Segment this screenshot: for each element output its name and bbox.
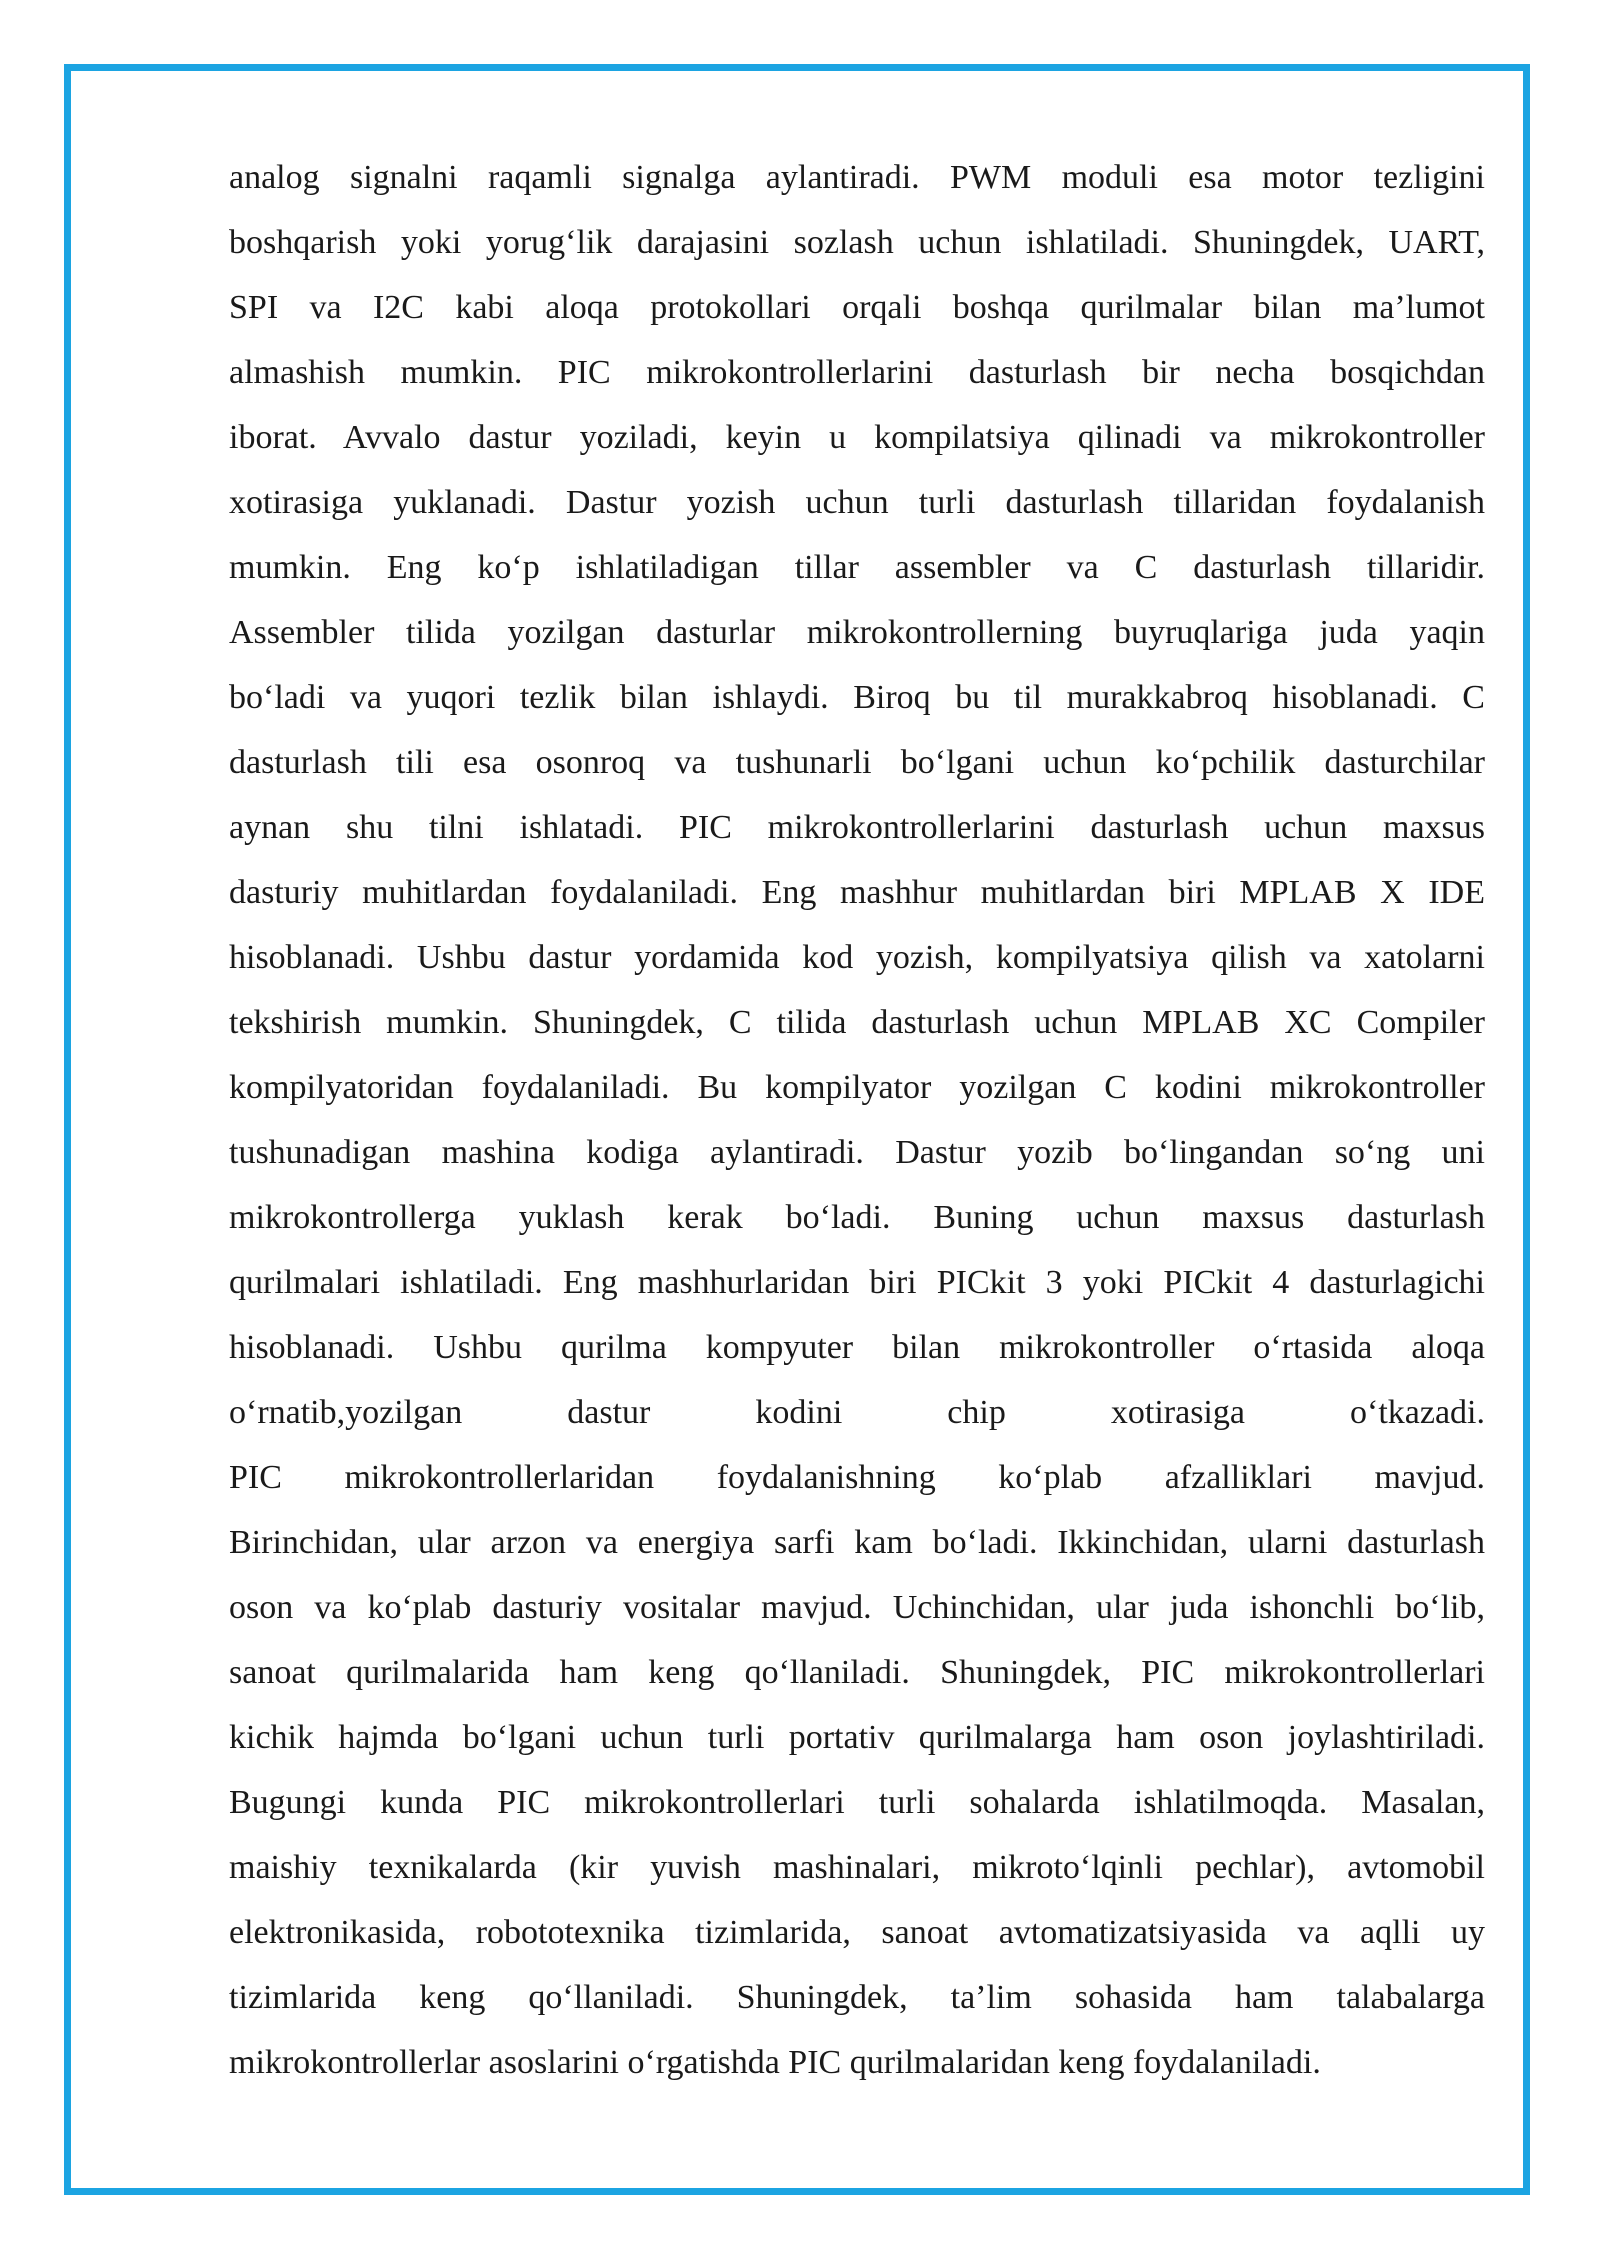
text-line: Assembler tilida yozilgan dasturlar mikrokontrollerning buyruqlariga juda yaqin (229, 614, 1485, 651)
text-line: tizimlarida keng qo‘llaniladi. Shuningdek, ta’lim sohasida ham talabalarga (229, 1979, 1485, 2016)
text-line: hisoblanadi. Ushbu qurilma kompyuter bilan mikrokontroller o‘rtasida aloqa (229, 1329, 1485, 1366)
text-line: tekshirish mumkin. Shuningdek, C tilida dasturlash uchun MPLAB XC Compiler (229, 1004, 1485, 1041)
text-line: dasturiy muhitlardan foydalaniladi. Eng mashhur muhitlardan biri MPLAB X IDE (229, 874, 1485, 911)
text-line: mikrokontrollerga yuklash kerak bo‘ladi. Buning uchun maxsus dasturlash (229, 1199, 1485, 1236)
text-line: aynan shu tilni ishlatadi. PIC mikrokontrollerlarini dasturlash uchun maxsus (229, 809, 1485, 846)
text-line: kichik hajmda bo‘lgani uchun turli portativ qurilmalarga ham oson joylashtiriladi. (229, 1719, 1485, 1756)
body-paragraph (229, 145, 1485, 2095)
text-line: oson va ko‘plab dasturiy vositalar mavjud. Uchinchidan, ular juda ishonchli bo‘lib, (229, 1589, 1485, 1626)
text-line: maishiy texnikalarda (kir yuvish mashinalari, mikroto‘lqinli pechlar), avtomobil (229, 1849, 1485, 1886)
text-line: mikrokontrollerlar asoslarini o‘rgatishda PIC qurilmalaridan keng foydalaniladi. (229, 2044, 1321, 2081)
text-line: dasturlash tili esa osonroq va tushunarli bo‘lgani uchun ko‘pchilik dasturchilar (229, 744, 1485, 781)
text-line: PIC mikrokontrollerlaridan foydalanishning ko‘plab afzalliklari mavjud. (229, 1459, 1485, 1496)
text-line: bo‘ladi va yuqori tezlik bilan ishlaydi. Biroq bu til murakkabroq hisoblanadi. C (229, 679, 1485, 716)
text-line: hisoblanadi. Ushbu dastur yordamida kod yozish, kompilyatsiya qilish va xatolarni (229, 939, 1485, 976)
text-line: sanoat qurilmalarida ham keng qo‘llaniladi. Shuningdek, PIC mikrokontrollerlari (229, 1654, 1485, 1691)
text-line: analog signalni raqamli signalga aylantiradi. PWM moduli esa motor tezligini (229, 159, 1485, 196)
text-line: Birinchidan, ular arzon va energiya sarfi kam bo‘ladi. Ikkinchidan, ularni dasturlash (229, 1524, 1485, 1561)
text-line: almashish mumkin. PIC mikrokontrollerlarini dasturlash bir necha bosqichdan (229, 354, 1485, 391)
text-line: boshqarish yoki yorug‘lik darajasini sozlash uchun ishlatiladi. Shuningdek, UART, (229, 224, 1485, 261)
text-line: mumkin. Eng ko‘p ishlatiladigan tillar assembler va C dasturlash tillaridir. (229, 549, 1485, 586)
text-line: tushunadigan mashina kodiga aylantiradi. Dastur yozib bo‘lingandan so‘ng uni (229, 1134, 1485, 1171)
text-line: qurilmalari ishlatiladi. Eng mashhurlaridan biri PICkit 3 yoki PICkit 4 dasturlagichi (229, 1264, 1485, 1301)
text-line: xotirasiga yuklanadi. Dastur yozish uchun turli dasturlash tillaridan foydalanish (229, 484, 1485, 521)
text-line: iborat. Avvalo dastur yoziladi, keyin u kompilatsiya qilinadi va mikrokontroller (229, 419, 1485, 456)
text-line: SPI va I2C kabi aloqa protokollari orqali boshqa qurilmalar bilan ma’lumot (229, 289, 1485, 326)
text-line: elektronikasida, robototexnika tizimlarida, sanoat avtomatizatsiyasida va aqlli uy (229, 1914, 1485, 1951)
text-line: o‘rnatib,yozilgan dastur kodini chip xotirasiga o‘tkazadi. (229, 1394, 1485, 1431)
text-line: Bugungi kunda PIC mikrokontrollerlari turli sohalarda ishlatilmoqda. Masalan, (229, 1784, 1485, 1821)
text-line: kompilyatoridan foydalaniladi. Bu kompilyator yozilgan C kodini mikrokontroller (229, 1069, 1485, 1106)
